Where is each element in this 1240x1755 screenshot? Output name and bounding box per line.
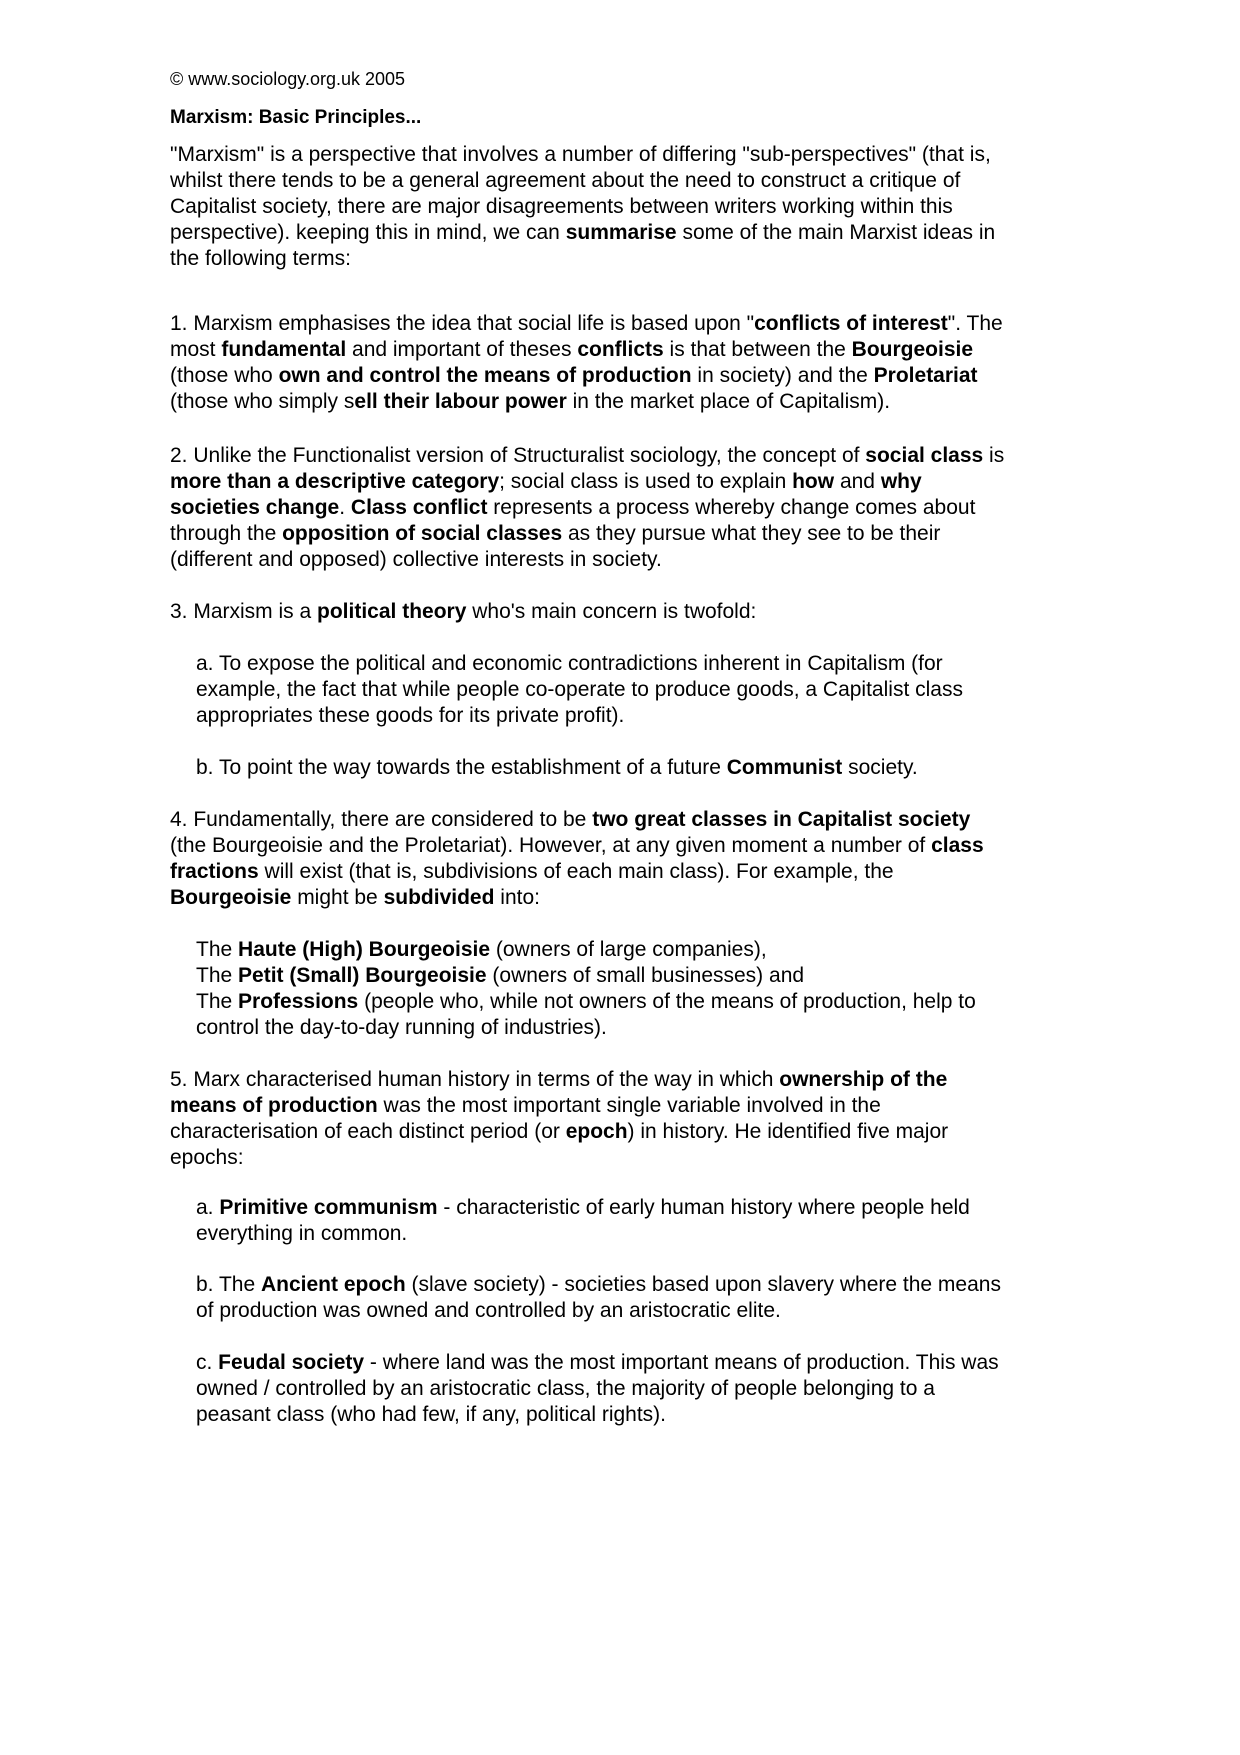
text-line	[196, 1350, 1076, 1376]
text-line	[170, 1093, 1070, 1119]
text-run: (different and opposed) collective interests in society.	[170, 548, 662, 571]
text-line	[196, 703, 1076, 729]
text-run: and important of theses	[346, 338, 578, 361]
text-run: (slave society) - societies based upon slavery where the means	[405, 1273, 1001, 1296]
text-line	[170, 337, 1070, 363]
bold-term: Ancient epoch	[261, 1273, 406, 1296]
bold-term: class	[931, 834, 984, 857]
text-run: some of the main Marxist ideas in	[676, 221, 996, 244]
bold-term: Class conflict	[350, 496, 488, 519]
text-run: the following terms:	[170, 247, 351, 270]
text-line	[196, 937, 1076, 963]
text-run: in the market place of Capitalism).	[566, 390, 891, 413]
text-run: will exist (that is, subdivisions of each main class). For example, the	[258, 860, 894, 883]
text-line	[196, 651, 1076, 677]
bourgeoisie-subdivisions-list	[196, 937, 1076, 1041]
text-line	[196, 1221, 1076, 1247]
point-5-paragraph	[170, 1067, 1070, 1171]
text-run: The	[196, 938, 239, 961]
text-run: - where land was the most important means of production. This was	[364, 1351, 999, 1374]
text-line	[170, 1145, 1070, 1171]
epoch-a-paragraph	[196, 1195, 1076, 1247]
page-title: Marxism: Basic Principles...	[170, 107, 422, 128]
text-run: 1. Marxism emphasises the idea that social life is based upon "	[170, 312, 755, 335]
text-run: example, the fact that while people co-operate to produce goods, a Capitalist class	[196, 678, 963, 701]
text-run: appropriates these goods for its private profit).	[196, 704, 625, 727]
bold-term: Professions	[238, 990, 359, 1013]
text-line	[170, 1119, 1070, 1145]
bold-term: ell their labour power	[354, 390, 567, 413]
text-run: is that between the	[663, 338, 852, 361]
text-run: as they pursue what they see to be their	[562, 522, 941, 545]
text-run: The	[196, 990, 239, 1013]
text-line	[170, 521, 1070, 547]
text-run: 4. Fundamentally, there are considered to be	[170, 808, 593, 831]
text-run: in society) and the	[691, 364, 874, 387]
text-line	[170, 389, 1070, 415]
text-run: (those who	[170, 364, 279, 387]
text-line	[170, 885, 1070, 911]
text-line	[196, 1402, 1076, 1428]
text-run: whilst there tends to be a general agreement about the need to construct a critique of	[170, 169, 961, 192]
text-line	[170, 833, 1070, 859]
text-run: a.	[196, 1196, 220, 1219]
text-run: 5. Marx characterised human history in terms of the way in which	[170, 1068, 780, 1091]
text-run: ; social class is used to explain	[499, 470, 793, 493]
text-line	[170, 142, 1070, 168]
bold-term: means of production	[170, 1094, 378, 1117]
bold-term: more than a descriptive category	[170, 470, 500, 493]
text-run: epochs:	[170, 1146, 244, 1169]
bold-term: Communist	[726, 756, 843, 779]
text-run: - characteristic of early human history where people held	[437, 1196, 970, 1219]
text-run: owned / controlled by an aristocratic class, the majority of people belonging to a	[196, 1377, 935, 1400]
bold-term: ownership of the	[779, 1068, 948, 1091]
text-run: b. To point the way towards the establishment of a future	[196, 756, 727, 779]
bold-term: political theory	[317, 600, 467, 623]
text-run: (people who, while not owners of the means of production, help to	[358, 990, 976, 1013]
bold-term: Proletariat	[873, 364, 978, 387]
epoch-c-paragraph	[196, 1350, 1076, 1428]
bold-term: Bourgeoisie	[170, 886, 292, 909]
intro-paragraph	[170, 142, 1070, 272]
bold-term: two great classes in Capitalist society	[592, 808, 971, 831]
text-run: of production was owned and controlled by an aristocratic elite.	[196, 1299, 781, 1322]
text-line	[196, 1376, 1076, 1402]
text-run: (owners of large companies),	[490, 938, 767, 961]
text-line	[170, 443, 1070, 469]
bold-term: conflicts	[577, 338, 664, 361]
bold-term: fractions	[170, 860, 259, 883]
text-line	[170, 469, 1070, 495]
text-run: into:	[494, 886, 540, 909]
text-run: a. To expose the political and economic contradictions inherent in Capitalism (for	[196, 652, 943, 675]
point-1-paragraph	[170, 311, 1070, 415]
text-run: .	[339, 496, 351, 519]
text-run: Capitalist society, there are major disagreements between writers working within this	[170, 195, 953, 218]
text-line	[170, 495, 1070, 521]
bold-term: own and control the means of production	[278, 364, 692, 387]
text-run: through the	[170, 522, 283, 545]
text-line	[196, 755, 1076, 781]
text-line	[196, 1298, 1076, 1324]
text-line	[170, 547, 1070, 573]
text-run: 2. Unlike the Functionalist version of Structuralist sociology, the concept of	[170, 444, 866, 467]
text-run: is	[983, 444, 1005, 467]
bold-term: how	[792, 470, 835, 493]
bold-term: why	[880, 470, 922, 493]
bold-term: Petit (Small) Bourgeoisie	[238, 964, 487, 987]
text-line	[196, 989, 1076, 1015]
text-line	[170, 194, 1070, 220]
point-4-paragraph	[170, 807, 1070, 911]
bold-term: social class	[865, 444, 984, 467]
text-run: c.	[196, 1351, 219, 1374]
text-run: was the most important single variable involved in the	[377, 1094, 881, 1117]
text-line	[170, 1067, 1070, 1093]
copyright-notice: © www.sociology.org.uk 2005	[170, 69, 406, 89]
text-line	[170, 363, 1070, 389]
text-run: and	[834, 470, 881, 493]
text-line	[196, 1195, 1076, 1221]
text-run: ) in history. He identified five major	[627, 1120, 949, 1143]
text-run: "Marxism" is a perspective that involves a number of differing "sub-perspectives" (that is,	[170, 143, 991, 166]
text-run: ". The	[947, 312, 1003, 335]
text-run: The	[196, 964, 239, 987]
bold-term: societies change	[170, 496, 340, 519]
text-run: who's main concern is twofold:	[466, 600, 757, 623]
text-run: b. The	[196, 1273, 261, 1296]
text-run: might be	[291, 886, 384, 909]
bold-term: epoch	[565, 1120, 628, 1143]
text-line	[196, 1272, 1076, 1298]
text-line	[170, 311, 1070, 337]
text-run: (the Bourgeoisie and the Proletariat). However, at any given moment a number of	[170, 834, 932, 857]
text-run: (those who simply s	[170, 390, 355, 413]
text-run: control the day-to-day running of industries).	[196, 1016, 607, 1039]
bold-term: summarise	[565, 221, 677, 244]
text-line	[196, 677, 1076, 703]
text-run: peasant class (who had few, if any, political rights).	[196, 1403, 667, 1426]
bold-term: Primitive communism	[219, 1196, 438, 1219]
point-3a-paragraph	[196, 651, 1076, 729]
bold-term: subdivided	[383, 886, 495, 909]
text-line	[170, 807, 1070, 833]
bold-term: conflicts of interest	[754, 312, 948, 335]
text-run: society.	[842, 756, 918, 779]
epoch-b-paragraph	[196, 1272, 1076, 1324]
text-run: represents a process whereby change comes about	[487, 496, 976, 519]
text-line	[170, 168, 1070, 194]
text-line	[170, 599, 1070, 625]
text-run: (owners of small businesses) and	[486, 964, 805, 987]
point-2-paragraph	[170, 443, 1070, 573]
bold-term: Feudal society	[218, 1351, 365, 1374]
bold-term: opposition of social classes	[282, 522, 563, 545]
bold-term: Bourgeoisie	[851, 338, 974, 361]
text-run: 3. Marxism is a	[170, 600, 318, 623]
text-run: characterisation of each distinct period (or	[170, 1120, 566, 1143]
text-line	[196, 1015, 1076, 1041]
text-line	[196, 963, 1076, 989]
text-run: perspective). keeping this in mind, we can	[170, 221, 566, 244]
text-line	[170, 859, 1070, 885]
text-run: everything in common.	[196, 1222, 408, 1245]
point-3b-paragraph	[196, 755, 1076, 781]
bold-term: Haute (High) Bourgeoisie	[238, 938, 491, 961]
point-3-paragraph	[170, 599, 1070, 625]
text-run: most	[170, 338, 222, 361]
bold-term: fundamental	[221, 338, 347, 361]
text-line	[170, 220, 1070, 246]
text-line	[170, 246, 1070, 272]
